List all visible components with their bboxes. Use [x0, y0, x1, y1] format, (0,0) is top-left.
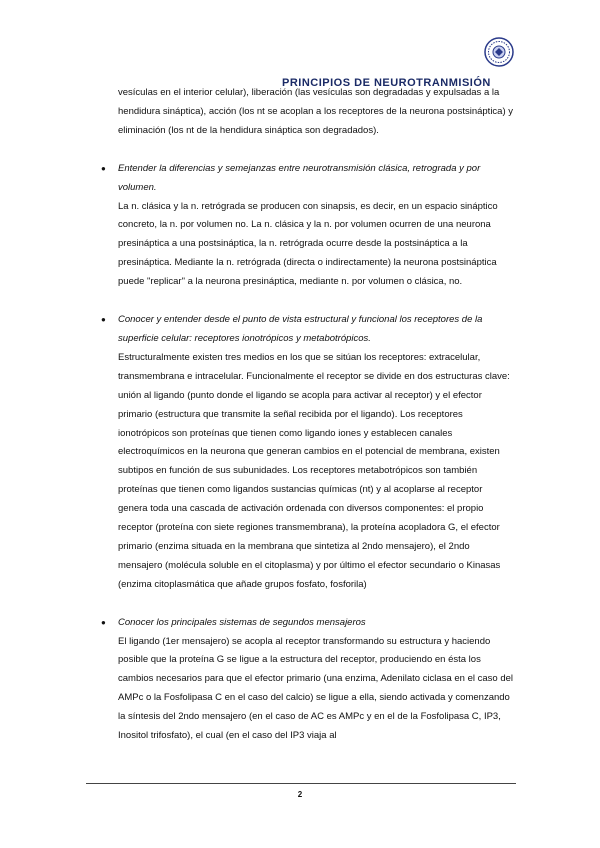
intro-paragraph: vesículas en el interior celular), liberación (las vesículas son degradadas y expulsadas a la hendidura sináptica), acción (los nt se acoplan a los receptores de la neurona postsináptica) y eliminación (los nt de la hendidura sináptica son degradados).: [118, 87, 514, 136]
bullet-icon: ●: [101, 163, 106, 173]
bullet-icon: ●: [101, 617, 106, 627]
page-number: 2: [297, 790, 303, 799]
item-body: El ligando (1er mensajero) se acopla al receptor transformando su estructura y haciendo posible que la proteína G se ligue a la estructura del receptor, produciendo en ésta los cambios necesarios para que el efector primario (una enzima, Adenilato ciclasa en el caso del AMPc o la Fosfolipasa C en el caso del calcio) se ligue a ella, siendo activada y comenzando la síntesis del 2ndo mensajero (en el caso de AC es AMPc y en el de la Fosfolipasa C, IP3, Inositol trifosfato), el cual (en el caso del IP3 viaja al: [118, 635, 513, 742]
footer-divider: [86, 783, 516, 784]
list-item: [101, 311, 513, 595]
bullet-icon: ●: [101, 315, 106, 325]
item-heading: Entender la diferencias y semejanzas entre neurotransmisión clásica, retrograda y por volumen.: [118, 162, 481, 193]
item-heading: Conocer los principales sistemas de segundos mensajeros: [118, 616, 366, 628]
university-seal-icon: [484, 37, 514, 67]
item-heading: Conocer y entender desde el punto de vista estructural y funcional los receptores de la superficie celular: receptores ionotrópicos y metabotrópicos.: [118, 314, 483, 344]
item-body: Estructuralmente existen tres medios en los que se sitúan los receptores: extracelular, transmembrana e intracelular. Funcionalmente el receptor se divide en dos estructuras clave: unión al ligando (punto donde el ligando se acopla para activar al receptor) y el efector primario (estructura que transmite la señal recibida por el ligando). Los receptores ionotrópicos son proteínas que tienen como ligando iones y establecen canales electroquímicos en la neurona que generan cambios en el potencial de membrana, existen subtipos en función de sus subunidades. Los receptores metabotrópicos son también proteínas que tienen como ligandos sustancias químicas (nt) y al acoplarse al receptor genera toda una cascada de activación ordenada con diversos componentes: el propio receptor (proteína con siete regiones transmembrana), la proteína acopladora G, el efector primario (enzima situada en la membrana que sintetiza al 2ndo mensajero), el 2ndo mensajero (molécula soluble en el citoplasma) y por último el efector secundario o Kinasas (enzima citoplasmática que añade grupos fosfato, fosforila): [118, 351, 510, 590]
list-item: [101, 614, 513, 746]
item-body: La n. clásica y la n. retrógrada se producen con sinapsis, es decir, en un espacio sináptico concreto, la n. por volumen no. La n. clásica y la n. por volumen ocurren de una neurona presináptica a una postsináptica, la n. retrógrada ocurre desde la postsináptica a la presináptica. Mediante la n. retrógrada (directa o indirectamente) la neurona postsináptica puede "replicar" a la neurona presináptica, mediante n. por volumen o clásica, no.: [118, 200, 498, 288]
list-item: [101, 160, 513, 292]
document-body: [101, 84, 514, 746]
document-title: PRINCIPIOS DE NEUROTRANMISIÓN: [282, 77, 491, 89]
